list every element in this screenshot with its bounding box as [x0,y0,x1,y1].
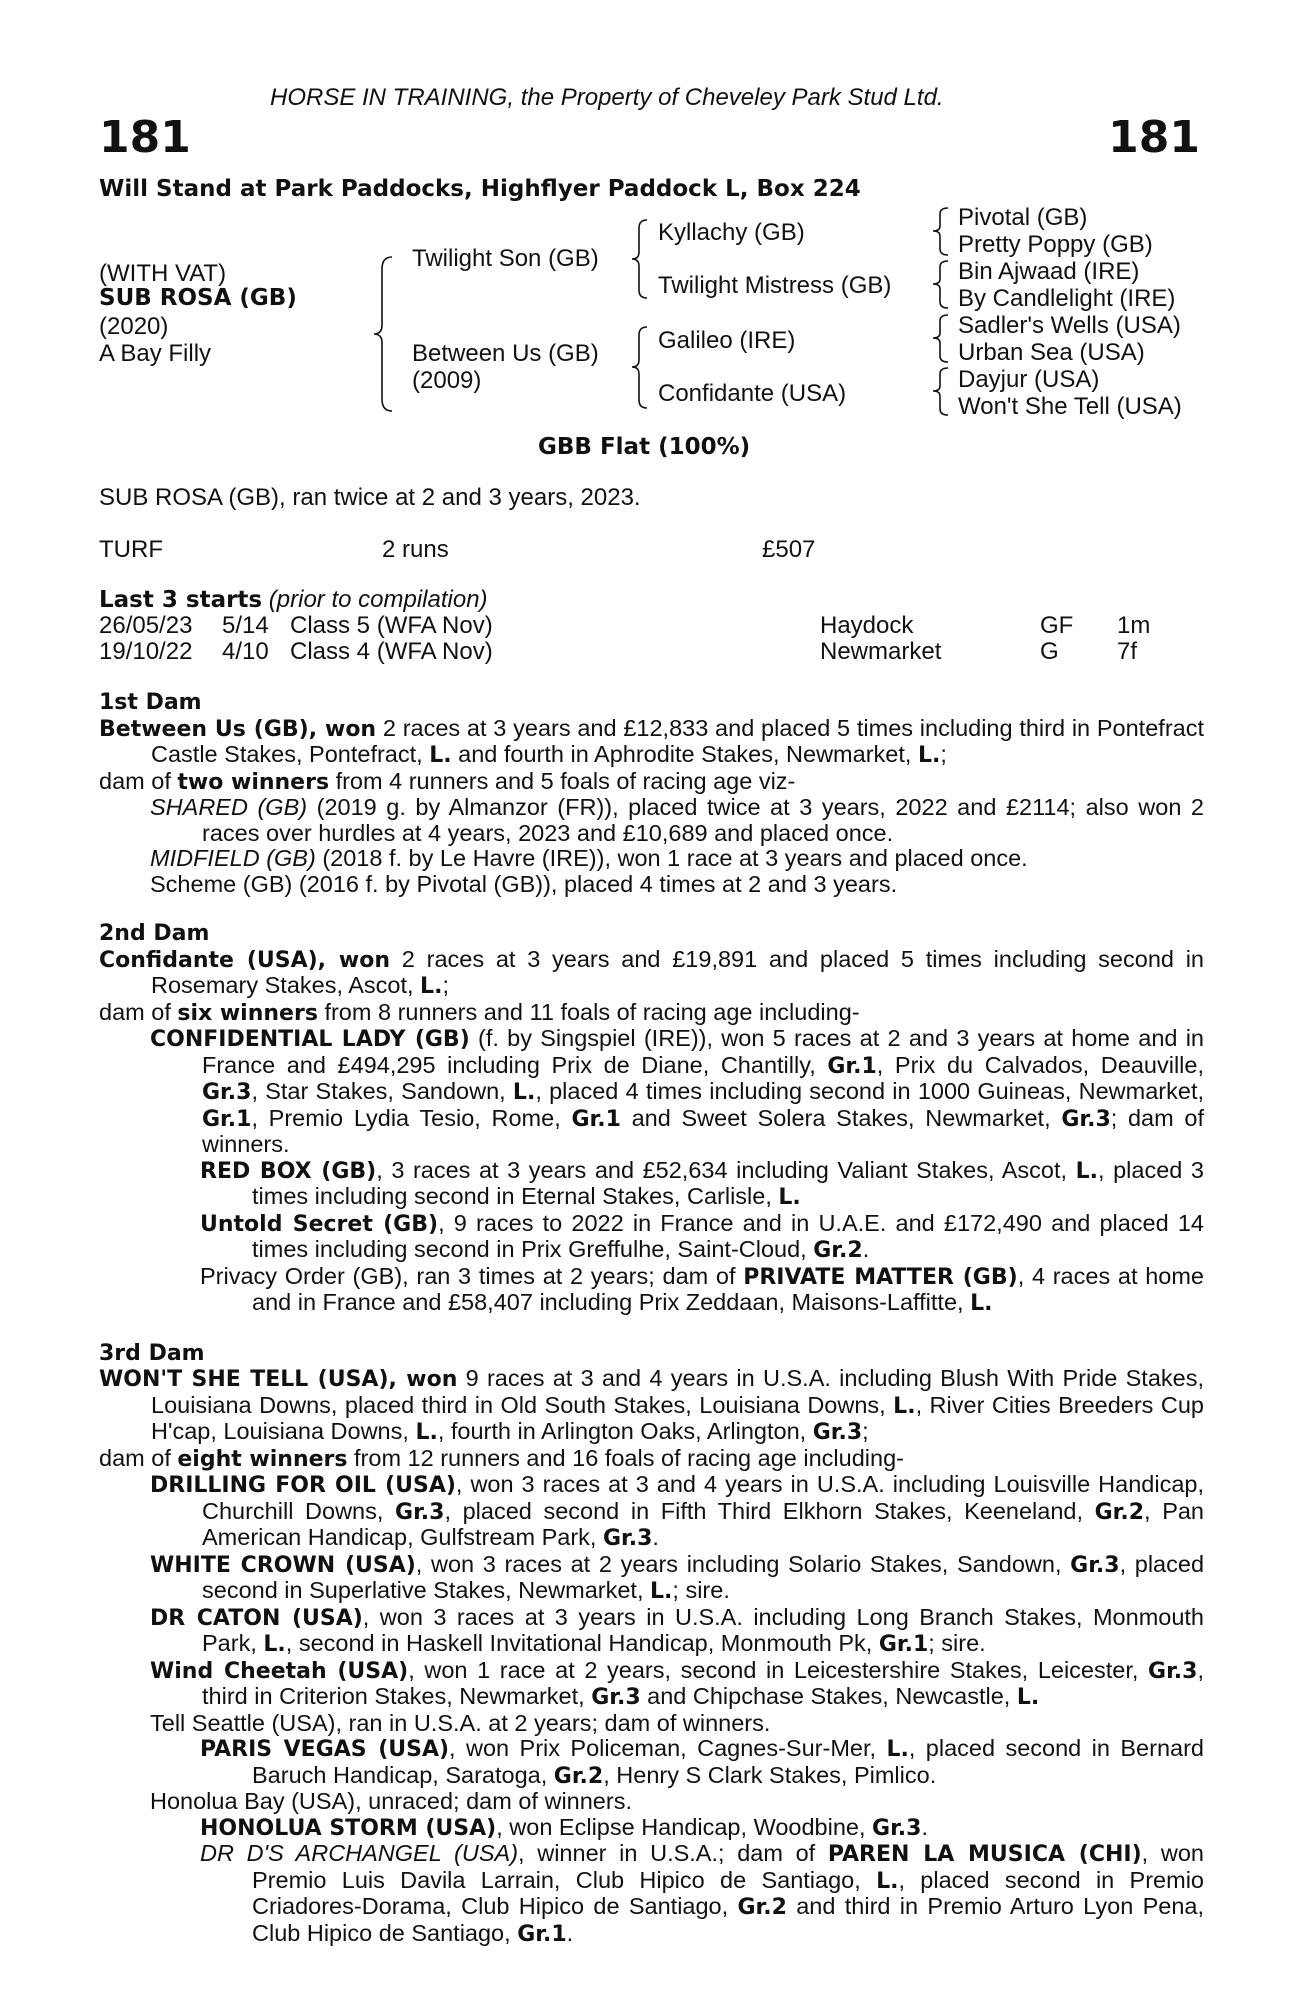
lot-number-right: 181 [1108,112,1200,163]
text-run: dam of [99,767,178,794]
race-grade: L. [415,1420,438,1445]
stable-location: Will Stand at Park Paddocks, Highflyer Paddock L, Box 224 [99,176,861,202]
race-grade: Gr.3 [395,1499,445,1525]
race-grade: Gr.1 [202,1106,252,1132]
pedigree-g3-3: Bin Ajwaad (IRE) [958,258,1140,285]
start-row-1-place: 5/14 [222,612,269,639]
race-grade: Gr.2 [737,1895,787,1920]
third-dam-name: WON'T SHE TELL (USA) [99,1367,389,1392]
text-run: (2018 f. by Le Havre (IRE)), won 1 race at 3 years and placed once. [315,845,1028,871]
text-run: and third in Premio Arturo Lyon Pena, Club Hipico de Santiago, [252,1893,1204,1946]
third-dam-line-2 [99,1446,1204,1473]
second-dam-line-1 [99,947,1204,1000]
race-grade: Gr.1 [517,1921,567,1947]
race-grade: L. [893,1393,916,1419]
text-run: ; sire. [672,1577,730,1603]
progeny-name: DRILLING FOR OIL (USA) [150,1473,456,1498]
text-run: (f. by Singspiel (IRE)), won 5 races at 2 and 3 years at home and in France and £494,295 including Prix de Diane, Chantilly, [202,1025,1205,1078]
pedigree-dam-sire: Galileo (IRE) [658,327,796,354]
pedigree-g3-6: Urban Sea (USA) [958,339,1145,366]
text-run: , 3 races at 3 years and £52,634 including Valiant Stakes, Ascot, [376,1156,1076,1183]
race-grade: L. [263,1632,286,1657]
text-run: 9 races at 3 and 4 years in U.S.A. including Blush With Pride Stakes, Louisiana Downs, placed third in Old South Stakes, Louisiana Downs, [151,1365,1204,1418]
first-dam-line-1 [99,716,1204,769]
second-dam-heading: 2nd Dam [99,921,210,946]
race-grade: Gr.3 [602,1526,653,1551]
horse-name: SUB ROSA (GB) [99,285,297,311]
race-grade: Gr.3 [1148,1658,1198,1684]
text-run: , placed second in Superlative Stakes, Newmarket, [202,1550,1205,1603]
text-run: , fourth in Arlington Oaks, Arlington, [437,1418,813,1444]
text-run: , placed 3 times including second in Eternal Stakes, Carlisle, [252,1156,1204,1209]
start-row-2-class: Class 4 (WFA Nov) [290,638,493,665]
text-run: , won 3 races at 2 years including Solario Stakes, Sandown, [415,1550,1071,1577]
text-run: , second in Haskell Invitational Handicap, Monmouth Pk, [285,1630,879,1656]
progeny-name: PARIS VEGAS (USA) [200,1737,450,1762]
text-run: , Star Stakes, Sandown, [251,1078,513,1104]
progeny-name: CONFIDENTIAL LADY (GB) [150,1027,470,1052]
race-grade: Gr.3 [591,1685,641,1710]
start-row-1-class: Class 5 (WFA Nov) [290,612,493,639]
third-dam-line-7: Tell Seattle (USA), ran in U.S.A. at 2 years; dam of winners. [150,1709,771,1736]
first-dam-line-2 [99,769,1204,796]
progeny-name: Untold Secret (GB) [200,1211,439,1237]
text-run: (2019 g. by Almanzor (FR)), placed twice at 3 years, 2022 and £2114; also won 2 races over hurdles at 4 years, 2023 and £10,689 and placed once. [202,794,1204,846]
text-run: , third in Criterion Stakes, Newmarket, [202,1656,1204,1709]
text-run: , 9 races to 2022 in France and in U.A.E. and £172,490 and placed 14 times including second in Prix Greffulhe, Saint-Cloud, [252,1209,1204,1262]
progeny-name: WHITE CROWN (USA) [150,1552,416,1578]
text-run: and Sweet Solera Stakes, Newmarket, [620,1104,1062,1131]
lot-number-left: 181 [99,112,191,163]
last-starts-title: Last 3 starts [99,587,263,613]
third-dam-line-4 [99,1552,1204,1605]
progeny-name: MIDFIELD (GB) [150,845,316,871]
first-dam-name: Between Us (GB) [99,716,309,742]
text-run: . [652,1524,659,1550]
start-row-2-place: 4/10 [222,638,269,665]
progeny-name: PRIVATE MATTER (GB) [743,1264,1018,1290]
won-label: , won [388,1367,458,1392]
third-dam-line-9: Honolua Bay (USA), unraced; dam of winners. [150,1788,632,1814]
text-run: and fourth in Aphrodite Stakes, Newmarket, [451,741,918,767]
text-run: , Pan American Handicap, Gulfstream Park, [202,1497,1205,1550]
text-run: 2 races at 3 years and £19,891 and placed 5 times including second in Rosemary Stakes, Ascot, [151,945,1205,998]
text-run: ; [862,1418,869,1444]
text-run: , placed second in Fifth Third Elkhorn Stakes, Keeneland, [444,1497,1095,1524]
race-summary: SUB ROSA (GB), ran twice at 2 and 3 years, 2023. [99,484,641,511]
text-run: , won Eclipse Handicap, Woodbine, [496,1813,873,1840]
text-run: 2 races at 3 years and £12,833 and placed 5 times including third in Pontefract Castle Stakes, Pontefract, [151,714,1204,767]
won-label: , won [317,947,391,973]
third-dam-line-5 [99,1605,1204,1658]
second-dam-line-3 [99,1026,1204,1158]
horse-description: A Bay Filly [99,340,212,367]
pedigree-dam: Between Us (GB) [412,340,599,367]
race-grade: Gr.3 [1070,1552,1120,1578]
text-run: . [921,1813,928,1840]
horse-year: (2020) [99,313,169,340]
third-dam-heading: 3rd Dam [99,1340,205,1366]
section-gap [99,897,1204,921]
text-run: from 4 runners and 5 foals of racing age viz- [329,767,796,794]
race-grade: Gr.3 [812,1420,863,1445]
turf-label: TURF [99,536,163,563]
second-dam-line-4 [99,1158,1204,1211]
race-rating: GBB Flat (100%) [538,434,751,460]
text-run: ; [442,972,449,998]
pedigree-sire-dam: Twilight Mistress (GB) [658,272,892,299]
last-starts-heading [99,586,488,614]
race-grade: L. [650,1579,673,1604]
text-run: , won Prix Policeman, Cagnes-Sur-Mer, [449,1735,887,1761]
pedigree-brace-g4 [928,366,952,417]
text-run: , won 3 races at 3 years in U.S.A. including Long Branch Stakes, Monmouth Park, [202,1603,1205,1656]
start-row-2-distance: 7f [1117,638,1138,665]
second-dam-name: Confidante (USA) [99,947,318,973]
text-run: dam of [99,998,178,1025]
winners-count: six winners [177,1000,318,1026]
race-grade: Gr.1 [878,1632,929,1657]
dam-details [99,690,1204,1947]
pedigree-sire-sire: Kyllachy (GB) [658,219,805,246]
text-run: ; [940,741,947,767]
progeny-name: DR CATON (USA) [150,1605,363,1631]
text-run: dam of [99,1444,178,1471]
pedigree-brace-g2 [928,259,952,310]
pedigree-brace-dam [628,325,650,410]
pedigree-g3-5: Sadler's Wells (USA) [958,312,1181,339]
race-grade: Gr.2 [813,1238,863,1263]
progeny-name: DR D'S ARCHANGEL (USA) [200,1840,519,1866]
text-run: Privacy Order (GB), ran 3 times at 2 years; dam of [200,1262,744,1289]
start-row-1-date: 26/05/23 [99,612,193,639]
progeny-name: RED BOX (GB) [200,1158,377,1184]
text-run: from 12 runners and 16 foals of racing age including- [347,1444,904,1471]
pedigree-dam-year: (2009) [412,367,482,394]
won-label: , won [308,716,377,742]
text-run: , Henry S Clark Stakes, Pimlico. [603,1761,937,1788]
text-run: , placed second in Premio Criadores-Dorama, Club Hipico de Santiago, [252,1866,1204,1919]
turf-earnings: £507 [762,536,816,563]
race-grade: L. [876,1868,899,1894]
third-dam-line-11 [99,1841,1204,1947]
race-grade: L. [512,1080,536,1105]
start-row-1-going: GF [1040,612,1074,639]
text-run: , won 1 race at 2 years, second in Leicestershire Stakes, Leicester, [408,1656,1149,1683]
first-dam-line-4 [99,846,1204,872]
race-grade: L. [917,743,941,768]
section-gap [99,1317,1204,1341]
race-grade: L. [886,1737,909,1762]
text-run: . [566,1919,574,1946]
text-run: from 8 runners and 11 foals of racing age including- [317,998,860,1025]
race-grade: Gr.3 [202,1080,252,1105]
text-run: . [862,1236,870,1262]
third-dam-line-6 [99,1658,1204,1711]
pedigree-g3-7: Dayjur (USA) [958,366,1100,393]
race-grade: Gr.2 [1094,1499,1145,1525]
start-row-1-course: Haydock [820,612,914,639]
pedigree-brace-main [370,255,396,413]
pedigree-g3-1: Pivotal (GB) [958,204,1088,231]
race-grade: Gr.2 [553,1763,604,1789]
turf-runs: 2 runs [382,536,449,563]
text-run: , River Cities Breeders Cup H'cap, Louisiana Downs, [151,1391,1204,1444]
progeny-name: PAREN LA MUSICA (CHI) [827,1842,1142,1867]
race-grade: Gr.1 [571,1106,621,1132]
winners-count: eight winners [177,1446,348,1472]
text-run: , 4 races at home and in France and £58,407 including Prix Zeddaan, Maisons-Laffitte, [252,1262,1204,1315]
third-dam-line-3 [99,1472,1204,1552]
race-grade: L. [970,1291,993,1316]
progeny-name: SHARED (GB) [150,794,308,820]
third-dam-line-10 [99,1815,1204,1842]
race-grade: L. [778,1185,801,1210]
race-grade: Gr.3 [872,1815,922,1841]
first-dam-line-5: Scheme (GB) (2016 f. by Pivotal (GB)), placed 4 times at 2 and 3 years. [150,870,898,897]
text-run: , won Premio Luis Davila Larrain, Club Hipico de Santiago, [252,1840,1204,1893]
text-run: ; sire. [928,1630,986,1656]
progeny-name: HONOLUA STORM (USA) [200,1815,497,1841]
pedigree-brace-g1 [928,206,952,257]
last-starts-note: (prior to compilation) [268,586,488,613]
race-grade: L. [1075,1158,1099,1184]
text-run: , Prix du Calvados, Deauville, [876,1051,1204,1078]
vat-label: (WITH VAT) [99,260,227,287]
race-grade: L. [429,743,452,768]
start-row-2-date: 19/10/22 [99,638,193,665]
first-dam-line-3 [99,795,1204,846]
first-dam-heading: 1st Dam [99,690,202,715]
pedigree-g3-8: Won't She Tell (USA) [958,393,1182,420]
text-run: and Chipchase Stakes, Newcastle, [640,1683,1017,1709]
pedigree-sire: Twilight Son (GB) [412,245,599,272]
third-dam-line-8 [99,1736,1204,1789]
race-grade: L. [1016,1685,1040,1710]
second-dam-line-6 [99,1264,1204,1317]
text-run: , placed 4 times including second in 1000 Guineas, Newmarket, [535,1078,1204,1104]
text-run: , placed second in Bernard Baruch Handicap, Saratoga, [252,1735,1204,1788]
text-run: ; dam of winners. [202,1104,1205,1157]
pedigree-brace-g3 [928,313,952,364]
start-row-1-distance: 1m [1117,612,1151,639]
start-row-2-course: Newmarket [820,638,942,665]
text-run: , won 3 races at 3 and 4 years in U.S.A. including Louisville Handicap, Churchill Downs, [202,1471,1204,1524]
start-row-2-going: G [1040,638,1059,665]
pedigree-g3-4: By Candlelight (IRE) [958,285,1176,312]
winners-count: two winners [177,769,330,795]
text-run: , winner in U.S.A.; dam of [518,1840,828,1866]
pedigree-dam-dam: Confidante (USA) [658,380,847,407]
pedigree-g3-2: Pretty Poppy (GB) [958,231,1153,258]
text-run: , Premio Lydia Tesio, Rome, [251,1104,572,1131]
race-grade: L. [420,974,443,999]
progeny-name: Wind Cheetah (USA) [150,1658,409,1684]
second-dam-line-5 [99,1211,1204,1264]
race-grade: Gr.3 [1061,1106,1111,1132]
third-dam-line-1 [99,1366,1204,1446]
pedigree-brace-sire [628,218,650,300]
page-header-title: HORSE IN TRAINING, the Property of Cheveley Park Stud Ltd. [270,84,944,111]
race-grade: Gr.1 [827,1053,877,1079]
second-dam-line-2 [99,1000,1204,1027]
